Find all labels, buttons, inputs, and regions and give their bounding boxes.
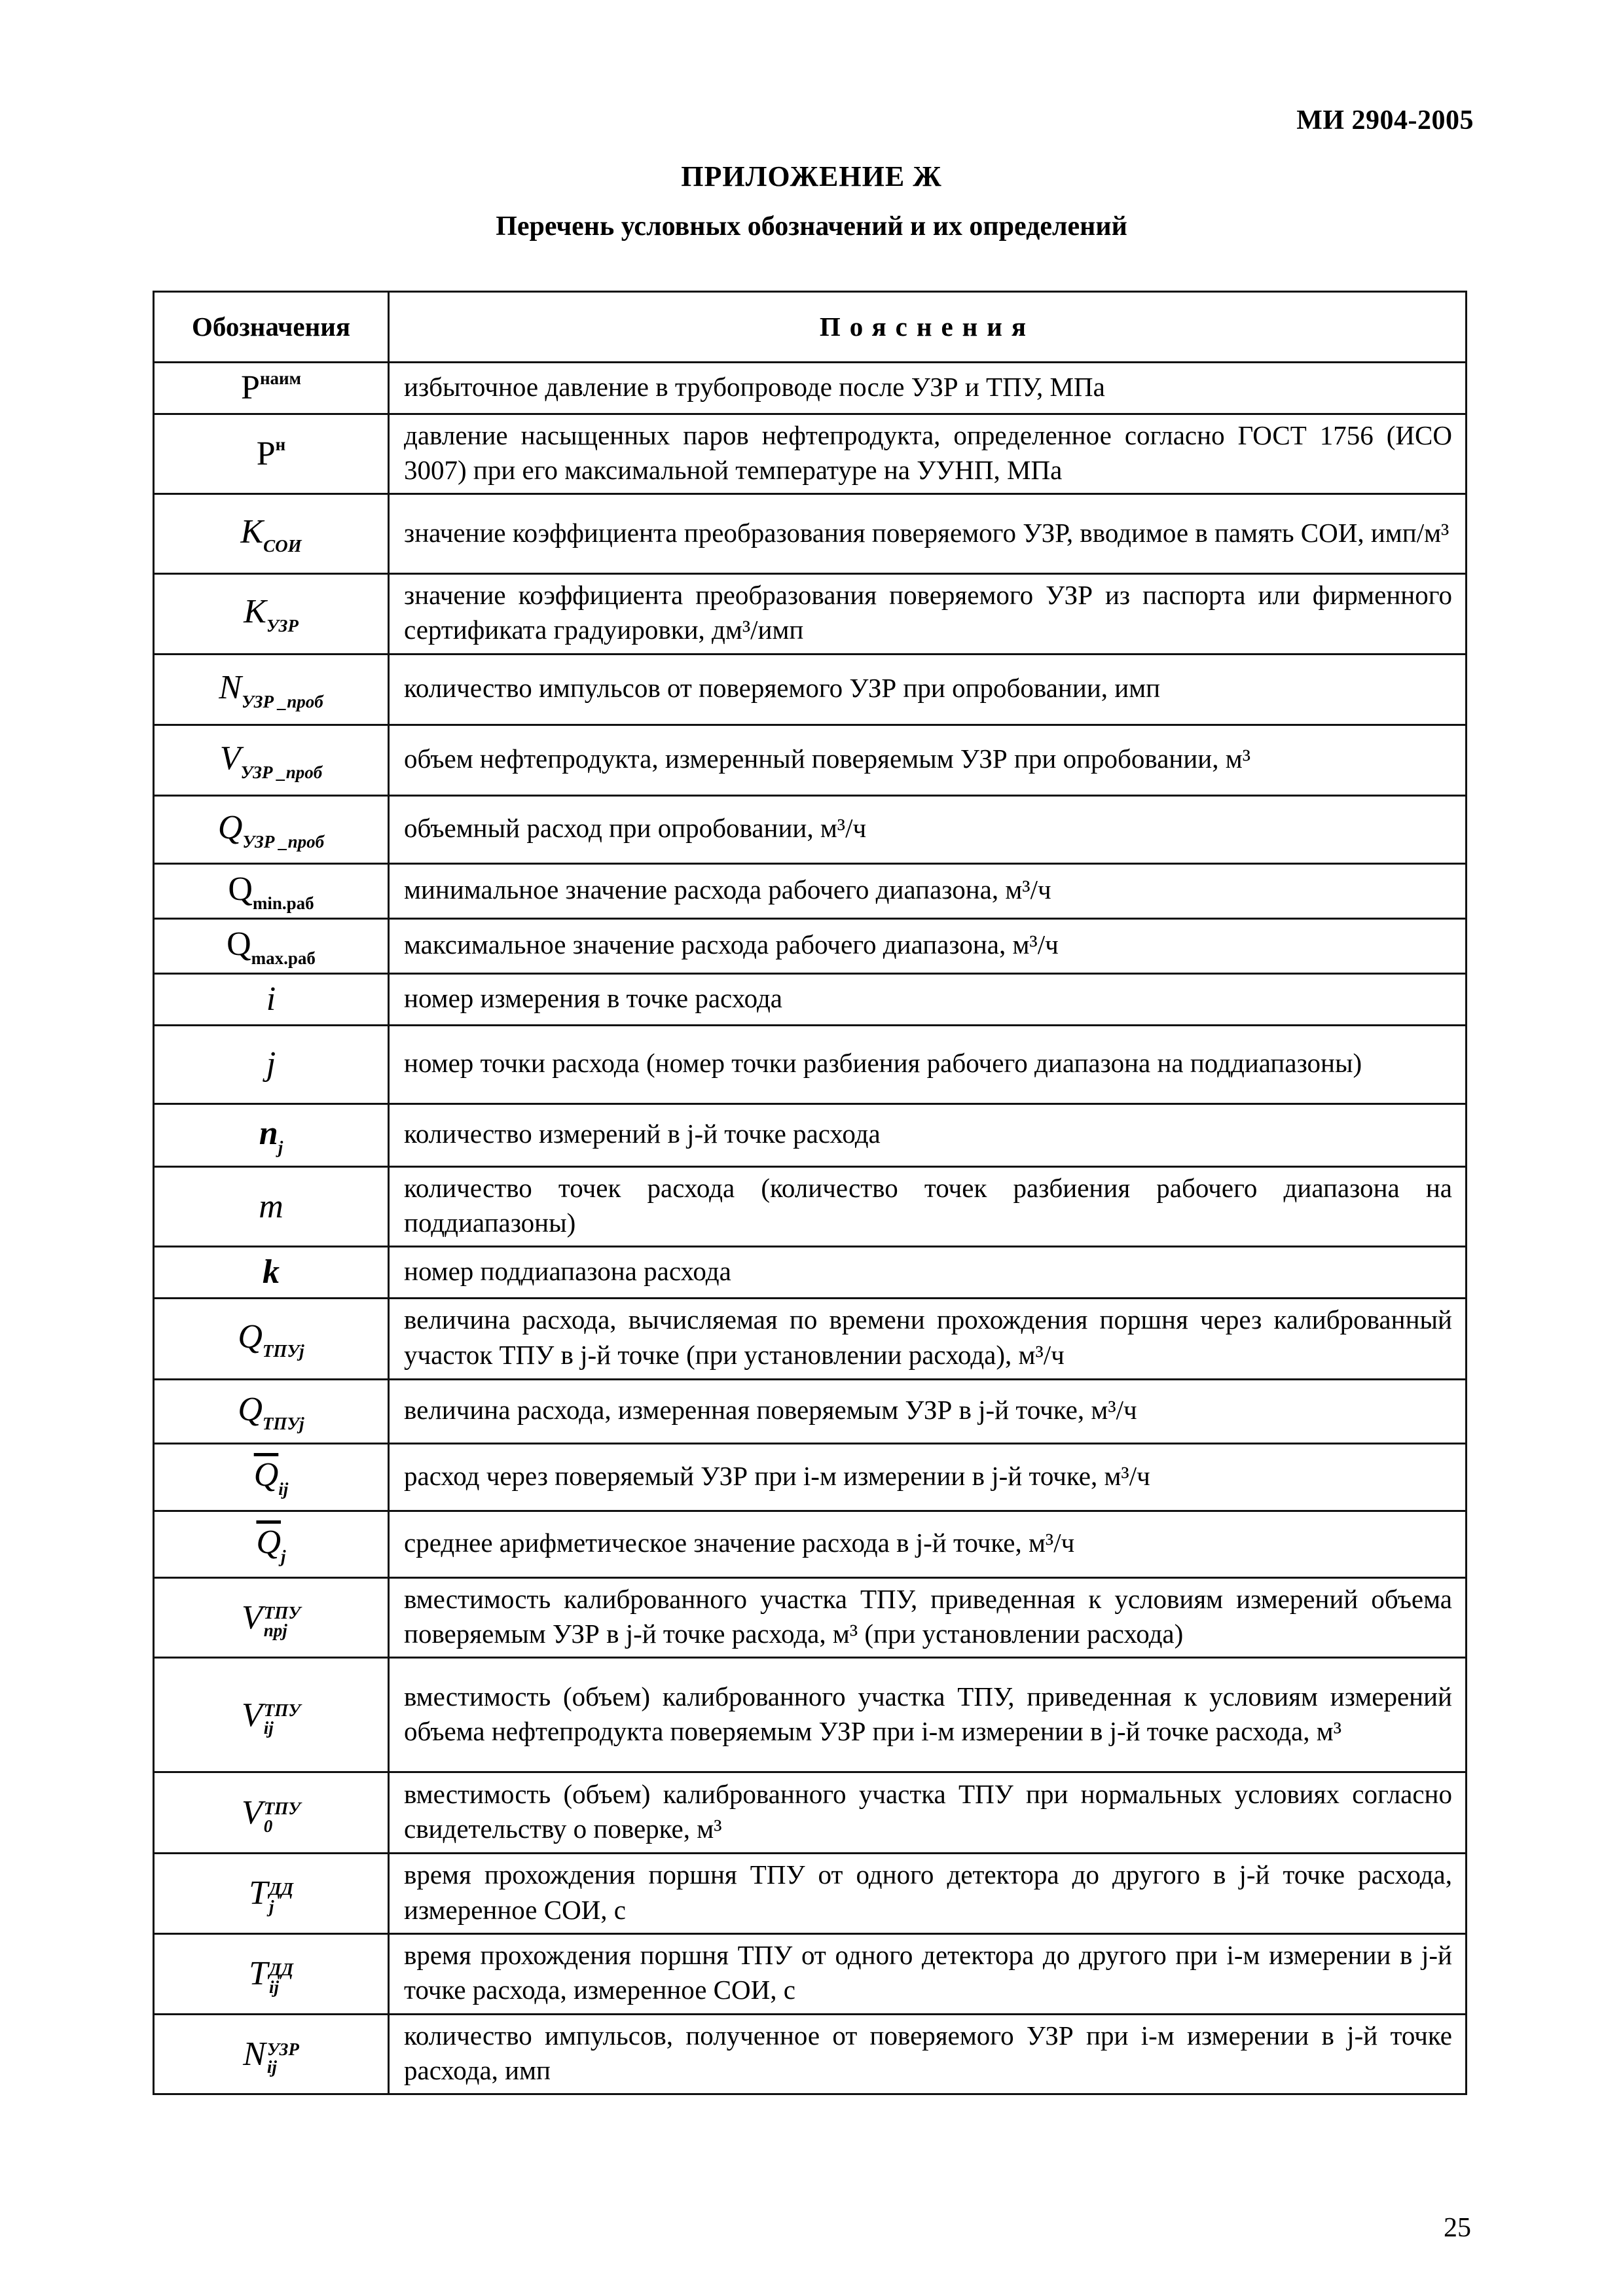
page-number: 25 [1444, 2213, 1471, 2243]
description-cell: вместимость (объем) калиброванного участка ТПУ, приведенная к условиям измерений объема нефтепродукта поверяемым УЗР при i-м измерении в j-й точке расхода, м³ [389, 1658, 1467, 1772]
symbol-cell: $\overline{Q}_j$ [154, 1511, 389, 1577]
table-row [154, 1443, 1467, 1511]
appendix-title: ПРИЛОЖЕНИЕ Ж [681, 160, 942, 192]
description-cell: объем нефтепродукта, измеренный поверяемым УЗР при опробовании, м³ [389, 725, 1467, 795]
symbol-cell: j [154, 1025, 389, 1103]
symbol-cell: $K_{СОИ}$ [154, 494, 389, 574]
table-row [154, 1247, 1467, 1299]
description-cell: номер поддиапазона расхода [389, 1247, 1467, 1299]
table-row [154, 918, 1467, 973]
description-cell: количество импульсов, полученное от поверяемого УЗР при i-м измерении в j-й точке расхода, имп [389, 2014, 1467, 2094]
symbol-cell: $Q_{ТПУj}$ [154, 1298, 389, 1379]
description-cell: объемный расход при опробовании, м³/ч [389, 795, 1467, 863]
table-row [154, 1025, 1467, 1103]
description-cell: время прохождения поршня ТПУ от одного детектора до другого в j-й точке расхода, измеренное СОИ, с [389, 1854, 1467, 1934]
table-row [154, 1166, 1467, 1247]
symbol-cell: $Q_{ТПУj}$ [154, 1379, 389, 1443]
symbol-cell: $V_{УЗР \_проб}$ [154, 725, 389, 795]
description-cell: количество измерений в j-й точке расхода [389, 1103, 1467, 1166]
description-cell: расход через поверяемый УЗР при i-м измерении в j-й точке, м³/ч [389, 1443, 1467, 1511]
symbol-cell: $Q_{УЗР \_проб}$ [154, 795, 389, 863]
symbol-cell: N УЗР ij [154, 2014, 389, 2094]
table-row [154, 1103, 1467, 1166]
table-row [154, 414, 1467, 494]
table-row [154, 654, 1467, 725]
table-row [154, 973, 1467, 1025]
symbol-cell: m [154, 1166, 389, 1247]
description-cell: номер точки расхода (номер точки разбиения рабочего диапазона на поддиапазоны) [389, 1025, 1467, 1103]
description-cell: минимальное значение расхода рабочего диапазона, м³/ч [389, 863, 1467, 918]
symbol-cell: T ДД j [154, 1854, 389, 1934]
symbol-cell: V ТПУ 0 [154, 1772, 389, 1854]
table-row [154, 725, 1467, 795]
description-cell: вместимость (объем) калиброванного участка ТПУ при нормальных условиях согласно свидетельству о поверке, м³ [389, 1772, 1467, 1854]
symbol-cell: $P^н$ [154, 414, 389, 494]
table-row [154, 2014, 1467, 2094]
description-cell: величина расхода, измеренная поверяемым УЗР в j-й точке, м³/ч [389, 1379, 1467, 1443]
description-cell: количество импульсов от поверяемого УЗР при опробовании, имп [389, 654, 1467, 725]
symbol-cell: $P^{наим}$ [154, 363, 389, 414]
symbol-cell: $Q_{min.раб}$ [154, 863, 389, 918]
symbols-table [153, 291, 1467, 2095]
table-row [154, 574, 1467, 655]
symbol-cell: $\overline{Q}_{ij}$ [154, 1443, 389, 1511]
symbol-cell: k [154, 1247, 389, 1299]
description-cell: время прохождения поршня ТПУ от одного детектора до другого при i-м измерении в j-й точке расхода, измеренное СОИ, с [389, 1933, 1467, 2014]
symbol-cell: $Q_{max.раб}$ [154, 918, 389, 973]
table-row [154, 863, 1467, 918]
description-cell: давление насыщенных паров нефтепродукта, определенное согласно ГОСТ 1756 (ИСО 3007) при его максимальной температуре на УУНП, МПа [389, 414, 1467, 494]
table-row [154, 1772, 1467, 1854]
table-row [154, 1933, 1467, 2014]
table-row [154, 1298, 1467, 1379]
table-row [154, 494, 1467, 574]
table-row [154, 1379, 1467, 1443]
table-row [154, 1577, 1467, 1658]
column-header-description: Пояснения [389, 292, 1467, 363]
description-cell: избыточное давление в трубопроводе после УЗР и ТПУ, МПа [389, 363, 1467, 414]
table-row [154, 795, 1467, 863]
description-cell: среднее арифметическое значение расхода в j-й точке, м³/ч [389, 1511, 1467, 1577]
symbol-cell: i [154, 973, 389, 1025]
description-cell: значение коэффициента преобразования поверяемого УЗР из паспорта или фирменного сертификата градуировки, дм³/имп [389, 574, 1467, 655]
description-cell: количество точек расхода (количество точек разбиения рабочего диапазона на поддиапазоны) [389, 1166, 1467, 1247]
symbol-cell: $n_j$ [154, 1103, 389, 1166]
document-code: МИ 2904-2005 [1296, 105, 1474, 135]
symbol-cell: T ДД ij [154, 1933, 389, 2014]
table-row [154, 1511, 1467, 1577]
description-cell: значение коэффициента преобразования поверяемого УЗР, вводимое в память СОИ, имп/м³ [389, 494, 1467, 574]
symbol-cell: V ТПУ прj [154, 1577, 389, 1658]
table-header-row [154, 292, 1467, 363]
symbol-cell: V ТПУ ij [154, 1658, 389, 1772]
table-row [154, 363, 1467, 414]
table-row [154, 1854, 1467, 1934]
appendix-subtitle: Перечень условных обозначений и их определений [496, 211, 1127, 242]
description-cell: номер измерения в точке расхода [389, 973, 1467, 1025]
description-cell: максимальное значение расхода рабочего диапазона, м³/ч [389, 918, 1467, 973]
symbol-cell: $N_{УЗР \_проб}$ [154, 654, 389, 725]
column-header-symbol: Обозначения [154, 292, 389, 363]
symbol-cell: $K_{УЗР}$ [154, 574, 389, 655]
table-row [154, 1658, 1467, 1772]
description-cell: величина расхода, вычисляемая по времени прохождения поршня через калиброванный участок ТПУ в j-й точке (при установлении расхода), м³/ч [389, 1298, 1467, 1379]
description-cell: вместимость калиброванного участка ТПУ, приведенная к условиям измерений объема поверяемым УЗР в j-й точке расхода, м³ (при установлении расхода) [389, 1577, 1467, 1658]
